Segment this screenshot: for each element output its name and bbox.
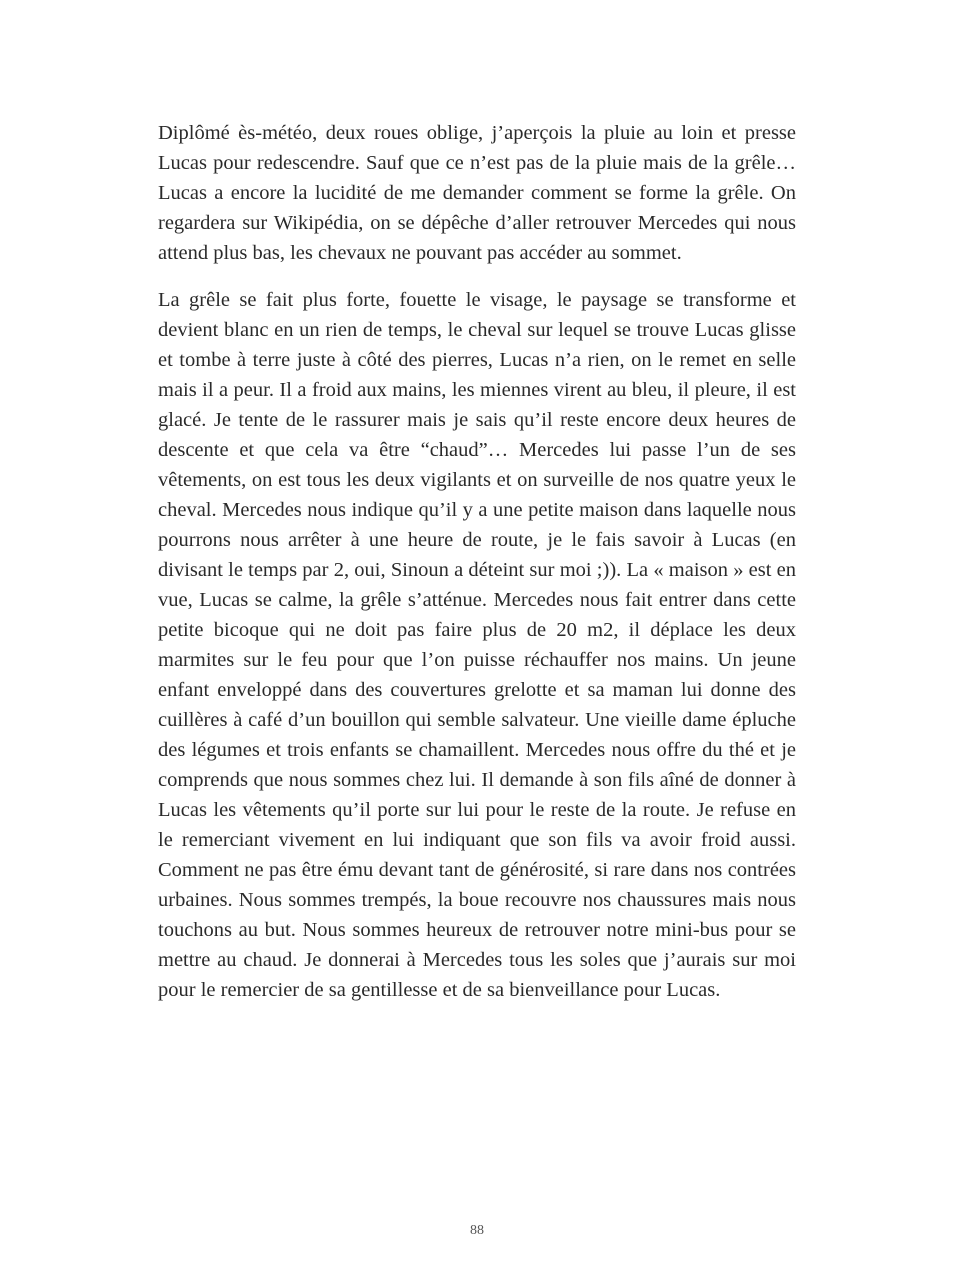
paragraph-2: La grêle se fait plus forte, fouette le visage, le paysage se transforme et devient blanc en un rien de temps, le cheval sur lequel se trouve Lucas glisse et tombe à terre juste à côté des pierres, Lucas n’a rien, on le remet en selle mais il a peur. Il a froid aux mains, les miennes virent au bleu, il pleure, il est glacé. Je tente de le rassurer mais je sais qu’il reste encore deux heures de descente et que cela va être “chaud”… Mercedes lui passe l’un de ses vêtements, on est tous les deux vigilants et on surveille de nos quatre yeux le cheval. Mercedes nous indique qu’il y a une petite maison dans laquelle nous pourrons nous arrêter à une heure de route, je le fais savoir à Lucas (en divisant le temps par 2, oui, Sinoun a déteint sur moi ;)). La « maison » est en vue, Lucas se calme, la grêle s’atténue. Mercedes nous fait entrer dans cette petite bicoque qui ne doit pas faire plus de 20 m2, il déplace les deux marmites sur le feu pour que l’on puisse réchauffer nos mains. Un jeune enfant enveloppé dans des couvertures grelotte et sa maman lui donne des cuillères à café d’un bouillon qui semble salvateur. Une vieille dame épluche des légumes et trois enfants se chamaillent. Mercedes nous offre du thé et je comprends que nous sommes chez lui. Il demande à son fils aîné de donner à Lucas les vêtements qu’il porte sur lui pour le reste de la route. Je refuse en le remerciant vivement en lui indiquant que son fils va avoir froid aussi. Comment ne pas être ému devant tant de générosité, si rare dans nos contrées urbaines. Nous sommes trempés, la boue recouvre nos chaussures mais nous touchons au but. Nous sommes heureux de retrouver notre mini-bus pour se mettre au chaud. Je donnerai à Mercedes tous les soles que j’aurais sur moi pour le remercier de sa gentillesse et de sa bienveillance pour Lucas. [158,289,796,1001]
body-text [158,118,796,1022]
paragraph-1: Diplômé ès-météo, deux roues oblige, j’aperçois la pluie au loin et presse Lucas pour redescendre. Sauf que ce n’est pas de la pluie mais de la grêle… Lucas a encore la lucidité de me demander comment se forme la grêle. On regardera sur Wikipédia, on se dépêche d’aller retrouver Mercedes qui nous attend plus bas, les chevaux ne pouvant pas accéder au sommet. [158,122,796,264]
page-number: 88 [470,1223,484,1238]
